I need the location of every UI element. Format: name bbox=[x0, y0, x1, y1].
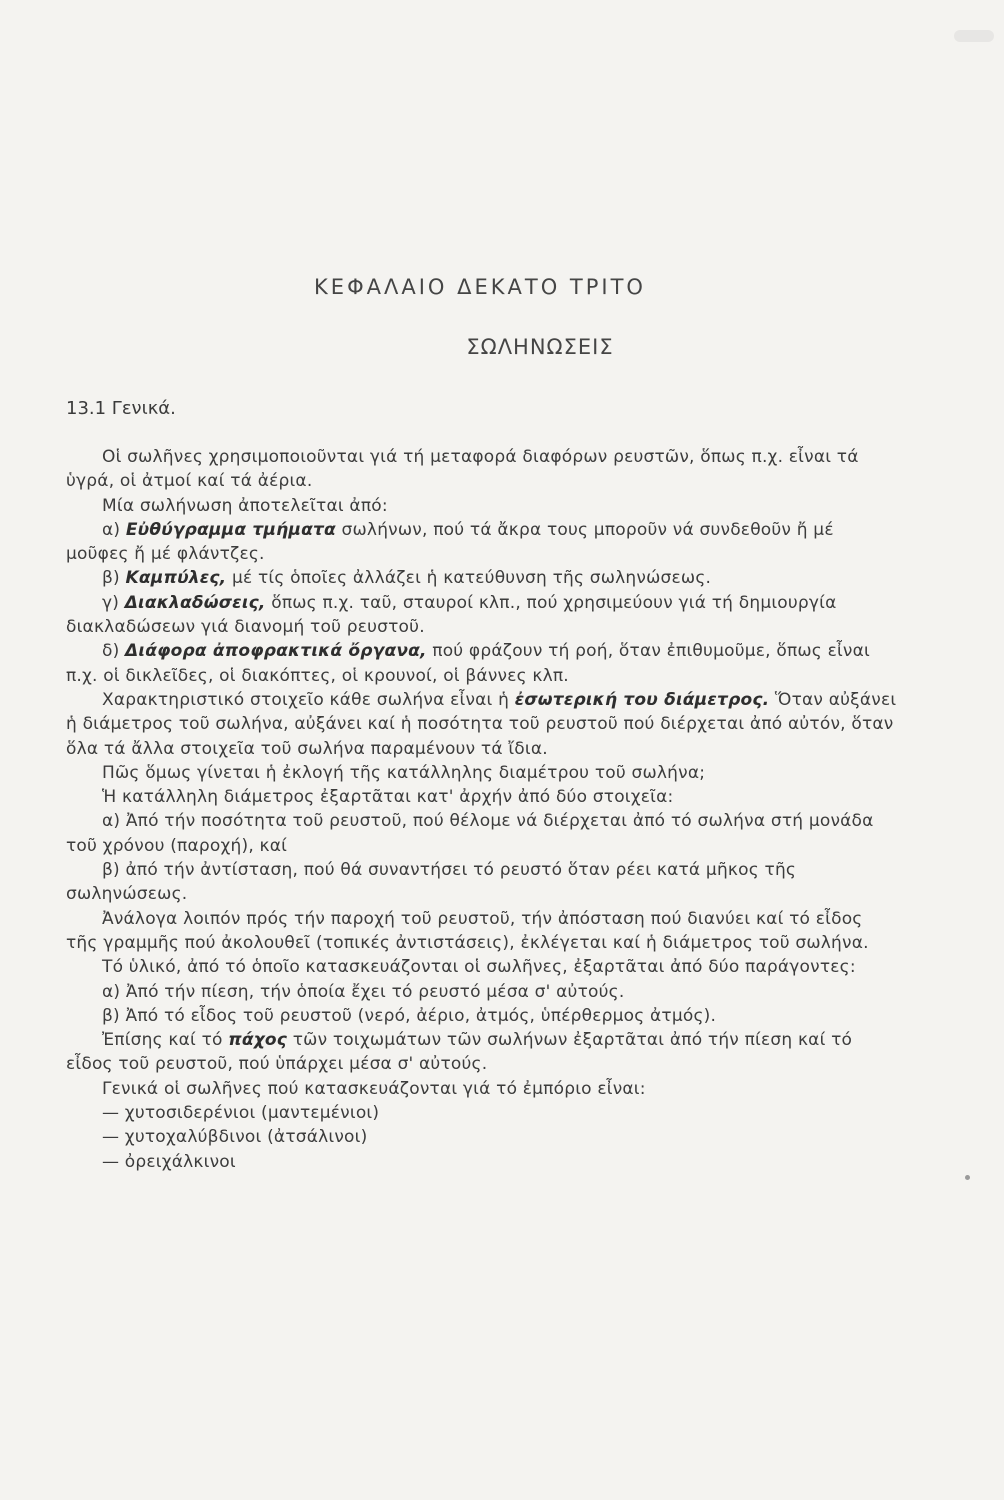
paragraph: β) Ἀπό τό εἶδος τοῦ ρευστοῦ (νερό, ἀέριο, ἀτμός, ὑπέρθερμος ἀτμός). bbox=[102, 1005, 717, 1026]
item-term: Καμπύλες, bbox=[125, 568, 227, 589]
paragraph bbox=[66, 688, 898, 761]
scan-speck bbox=[965, 1175, 970, 1180]
item-marker: γ) bbox=[102, 592, 125, 613]
text-run: Ἐπίσης καί τό bbox=[102, 1030, 229, 1051]
paragraph: Ἀνάλογα λοιπόν πρός τήν παροχή τοῦ ρευστοῦ, τήν ἀπόσταση πού διανύει καί τό εἶδος τῆς γραμμῆς πού ἀκολουθεῖ (τοπικές ἀντιστάσεις), ἐκλέγεται καί ἡ διάμετρος τοῦ σωλήνα. bbox=[66, 908, 869, 953]
item-term: Διάφορα ἀποφρακτικά ὄργανα, bbox=[125, 641, 427, 662]
paragraph: β) ἀπό τήν ἀντίσταση, πού θά συναντήσει τό ρευστό ὅταν ρέει κατά μῆκος τῆς σωληνώσεως. bbox=[66, 860, 797, 905]
item-text: πού φράζουν τή ροή, ὅταν ἐπιθυμοῦμε, ὅπως εἶναι π.χ. οἱ δικλεῖδες, οἱ διακόπτες, οἱ κρουνοί, οἱ βάννες κλπ. bbox=[66, 641, 870, 686]
item-text: ὅπως π.χ. ταῦ, σταυροί κλπ., πού χρησιμεύουν γιά τή δημιουργία διακλαδώσεων γιά διανομή τοῦ ρευστοῦ. bbox=[66, 592, 837, 638]
chapter-subject: ΣΩΛΗΝΩΣΕΙΣ bbox=[466, 335, 614, 359]
list-item: — χυτοχαλύβδινοι (ἀτσάλινοι) bbox=[102, 1127, 368, 1148]
item-marker: δ) bbox=[102, 641, 126, 662]
paragraph: Ἡ κατάλληλη διάμετρος ἐξαρτᾶται κατ' ἀρχήν ἀπό δύο στοιχεῖα: bbox=[102, 787, 674, 808]
item-term: Διακλαδώσεις, bbox=[124, 592, 266, 613]
chapter-title: ΚΕΦΑΛΑΙΟ ΔΕΚΑΤΟ ΤΡΙΤΟ bbox=[314, 275, 646, 299]
section-heading: 13.1 Γενικά. bbox=[66, 398, 176, 419]
item-term: Εὐθύγραμμα τμήματα bbox=[125, 519, 336, 540]
list-item-a bbox=[66, 518, 898, 567]
text-run: Ὅταν αὐξάνει ἡ διάμετρος τοῦ σωλήνα, αὐξάνει καί ἡ ποσότητα τοῦ ρευστοῦ πού διέρχεται ἀπό αὐτόν, ὅταν ὅλα τά ἄλλα στοιχεῖα τοῦ σωλήνα παραμένουν τά ἴδια. bbox=[66, 689, 897, 759]
scan-blemish bbox=[954, 30, 994, 42]
item-marker: β) bbox=[102, 568, 126, 589]
paragraph: α) Ἀπό τήν πίεση, τήν ὁποία ἔχει τό ρευστό μέσα σ' αὐτούς. bbox=[102, 981, 625, 1002]
list-item: — χυτοσιδερένιοι (μαντεμένιοι) bbox=[102, 1103, 380, 1124]
emphasis-term: πάχος bbox=[228, 1030, 288, 1051]
text-run: Χαρακτηριστικό στοιχεῖο κάθε σωλήνα εἶναι ἡ bbox=[102, 689, 515, 710]
item-text: μέ τίς ὁποῖες ἀλλάζει ἡ κατεύθυνση τῆς σωληνώσεως. bbox=[226, 568, 712, 589]
paragraph: Οἱ σωλῆνες χρησιμοποιοῦνται γιά τή μεταφορά διαφόρων ρευστῶν, ὅπως π.χ. εἶναι τά ὑγρά, οἱ ἀτμοί καί τά ἀέρια. bbox=[66, 447, 859, 492]
paragraph: Γενικά οἱ σωλῆνες πού κατασκευάζονται γιά τό ἐμπόριο εἶναι: bbox=[102, 1078, 646, 1099]
paragraph bbox=[66, 1028, 898, 1077]
list-item-b bbox=[66, 566, 898, 590]
item-text: σωλήνων, πού τά ἄκρα τους μποροῦν νά συνδεθοῦν ἤ μέ μοῦφες ἤ μέ φλάντζες. bbox=[66, 519, 834, 565]
item-marker: α) bbox=[102, 519, 126, 540]
list-item-c bbox=[66, 591, 898, 640]
emphasis-term: ἐσωτερική του διάμετρος. bbox=[514, 689, 770, 710]
paragraph: Μία σωλήνωση ἀποτελεῖται ἀπό: bbox=[102, 495, 388, 516]
paragraph: α) Ἀπό τήν ποσότητα τοῦ ρευστοῦ, πού θέλομε νά διέρχεται ἀπό τό σωλήνα στή μονάδα τοῦ χρόνου (παροχή), καί bbox=[66, 811, 874, 856]
list-item: — ὀρειχάλκινοι bbox=[102, 1151, 236, 1172]
paragraph: Τό ὑλικό, ἀπό τό ὁποῖο κατασκευάζονται οἱ σωλῆνες, ἐξαρτᾶται ἀπό δύο παράγοντες: bbox=[102, 957, 856, 978]
text-run: τῶν τοιχωμάτων τῶν σωλήνων ἐξαρτᾶται ἀπό τήν πίεση καί τό εἶδος τοῦ ρευστοῦ, πού ὑπάρχει μέσα σ' αὐτούς. bbox=[66, 1030, 853, 1075]
body-text bbox=[66, 445, 898, 1174]
list-item-d bbox=[66, 639, 898, 688]
paragraph: Πῶς ὅμως γίνεται ἡ ἐκλογή τῆς κατάλληλης διαμέτρου τοῦ σωλήνα; bbox=[102, 762, 706, 783]
